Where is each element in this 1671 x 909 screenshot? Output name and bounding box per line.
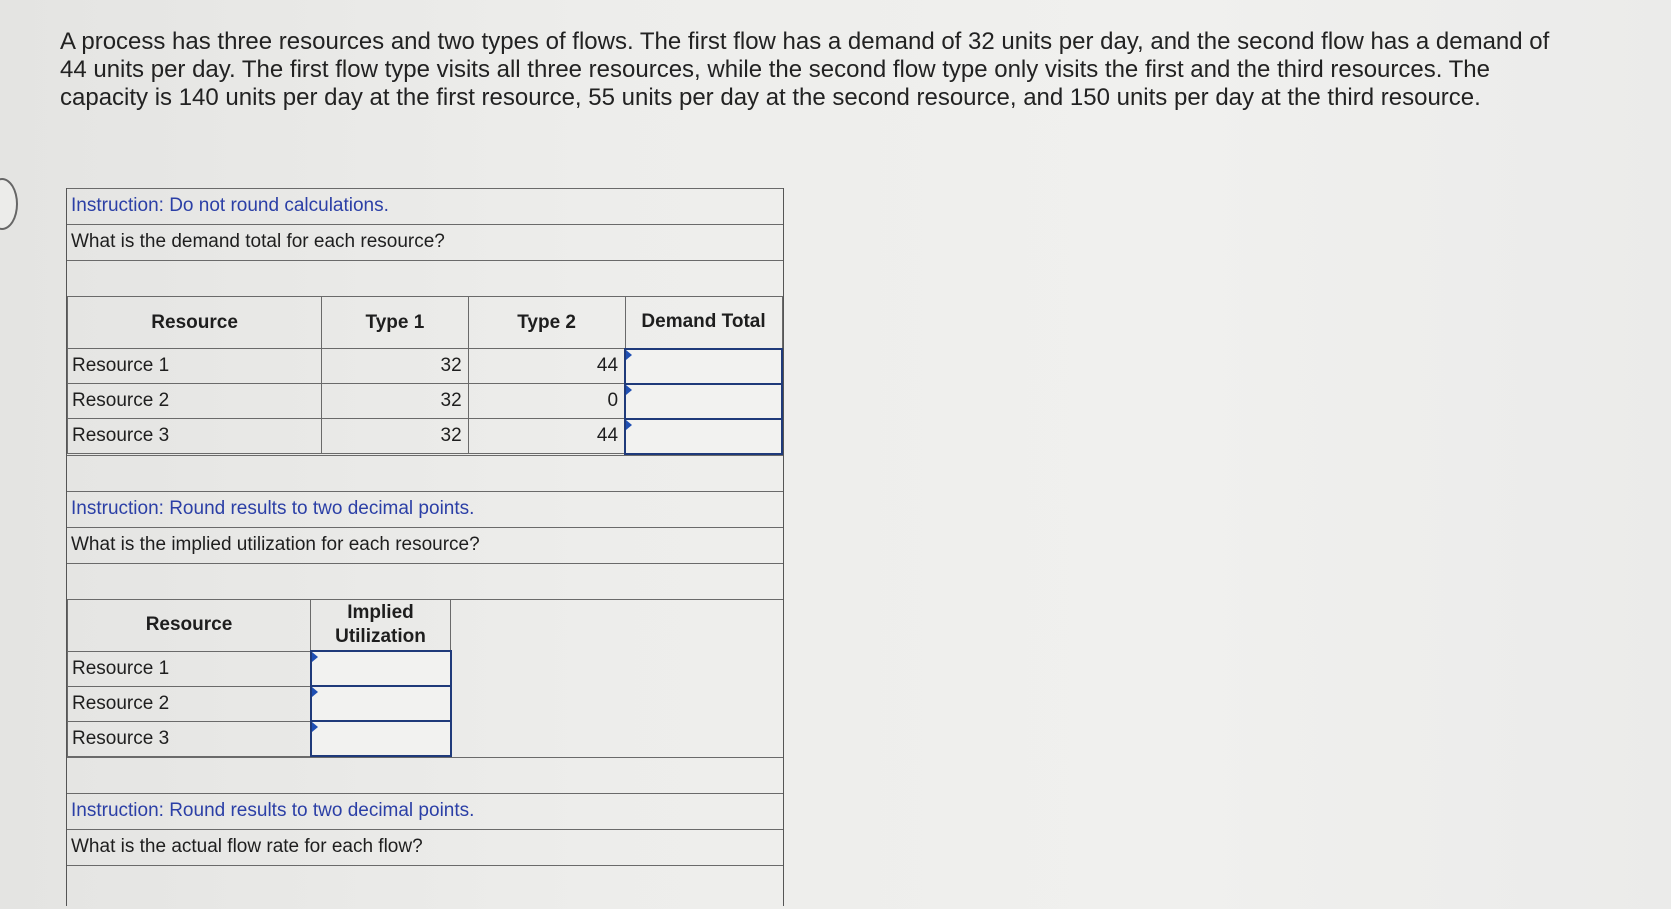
instruction-2: Instruction: Round results to two decimal points. bbox=[67, 491, 783, 527]
input-marker-icon bbox=[626, 420, 632, 430]
type2-value: 0 bbox=[468, 384, 625, 419]
empty-cell bbox=[451, 686, 784, 721]
resource-label: Resource 3 bbox=[68, 419, 322, 454]
table-row bbox=[68, 651, 784, 686]
header-type2: Type 2 bbox=[468, 297, 625, 349]
table-row bbox=[68, 384, 783, 419]
utilization-table bbox=[67, 599, 783, 758]
type2-value: 44 bbox=[468, 419, 625, 454]
table-row bbox=[68, 721, 784, 756]
spacer-row bbox=[67, 260, 783, 296]
type1-value: 32 bbox=[322, 384, 468, 419]
utilization-input[interactable] bbox=[311, 686, 451, 721]
input-marker-icon bbox=[626, 350, 632, 360]
worksheet bbox=[66, 188, 784, 906]
header-resource: Resource bbox=[68, 297, 322, 349]
header-demand-total: Demand Total bbox=[625, 297, 782, 349]
header-resource: Resource bbox=[68, 599, 311, 651]
input-marker-icon bbox=[312, 722, 318, 732]
input-marker-icon bbox=[312, 687, 318, 697]
resource-label: Resource 2 bbox=[68, 384, 322, 419]
type2-value: 44 bbox=[468, 349, 625, 384]
table-row bbox=[68, 686, 784, 721]
spacer-row bbox=[67, 865, 783, 906]
resource-label: Resource 1 bbox=[68, 651, 311, 686]
spacer-row bbox=[67, 455, 783, 491]
demand-table bbox=[67, 296, 783, 455]
instruction-1: Instruction: Do not round calculations. bbox=[67, 188, 783, 224]
header-implied-utilization: Implied Utilization bbox=[311, 599, 451, 651]
utilization-input[interactable] bbox=[311, 721, 451, 756]
question-1: What is the demand total for each resource? bbox=[67, 224, 783, 260]
problem-statement: A process has three resources and two types of flows. The first flow has a demand of 32 units per day, and the second flow has a demand of 44 units per day. The first flow type visits all three resources, while the second flow type only visits the first and the third resources. The capacity is 140 units per day at the first resource, 55 units per day at the second resource, and 150 units per day at the third resource. bbox=[60, 28, 1550, 111]
table-row bbox=[68, 419, 783, 454]
side-tab-handle[interactable] bbox=[0, 178, 18, 230]
type1-value: 32 bbox=[322, 349, 468, 384]
empty-cell bbox=[451, 599, 784, 651]
spacer-row bbox=[67, 757, 783, 793]
input-marker-icon bbox=[626, 385, 632, 395]
empty-cell bbox=[451, 721, 784, 756]
spacer-row bbox=[67, 563, 783, 599]
question-2: What is the implied utilization for each resource? bbox=[67, 527, 783, 563]
question-3: What is the actual flow rate for each flow? bbox=[67, 829, 783, 865]
table-row bbox=[68, 349, 783, 384]
utilization-input[interactable] bbox=[311, 651, 451, 686]
demand-total-input[interactable] bbox=[625, 419, 782, 454]
instruction-3: Instruction: Round results to two decimal points. bbox=[67, 793, 783, 829]
resource-label: Resource 2 bbox=[68, 686, 311, 721]
demand-total-input[interactable] bbox=[625, 384, 782, 419]
demand-total-input[interactable] bbox=[625, 349, 782, 384]
type1-value: 32 bbox=[322, 419, 468, 454]
resource-label: Resource 1 bbox=[68, 349, 322, 384]
resource-label: Resource 3 bbox=[68, 721, 311, 756]
empty-cell bbox=[451, 651, 784, 686]
input-marker-icon bbox=[312, 652, 318, 662]
header-type1: Type 1 bbox=[322, 297, 468, 349]
